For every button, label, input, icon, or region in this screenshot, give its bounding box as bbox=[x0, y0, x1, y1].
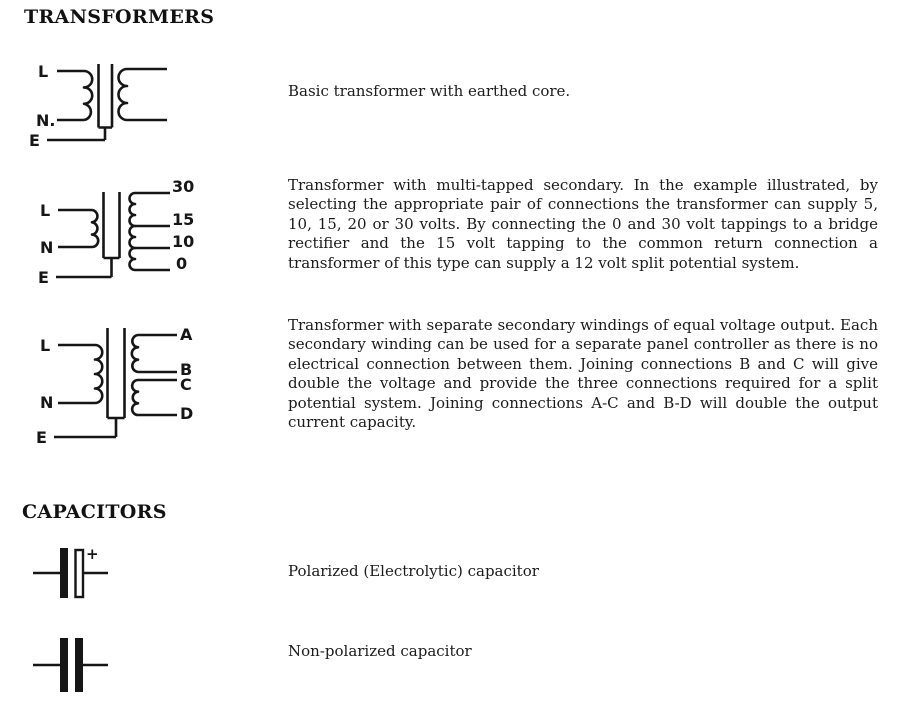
earth-terminal-label: E bbox=[38, 268, 49, 287]
basic-transformer-diagram bbox=[25, 55, 200, 155]
separate-windings-transformer-description: Transformer with separate secondary windings of equal voltage output. Each secondary winding can be used for a separate panel controller as there is no electrical connection between them. Joining connections B and C will give double the voltage and provide the three connections required for a split potential system. Joining connections A-C and B-D will double the output current capacity. bbox=[288, 316, 878, 432]
tap-lines bbox=[135, 193, 170, 270]
connection-label-c: C bbox=[180, 375, 192, 394]
multi-tapped-transformer-description: Transformer with multi-tapped secondary. In the example illustrated, by selecting the appropriate pair of connections the transformer can supply 5, 10, 15, 20 or 30 volts. By connecting the 0 and 30 volt tappings to a bridge rectifier and the 15 volt tapping to the common return connection a transformer of this type can supply a 12 volt split potential system. bbox=[288, 176, 878, 272]
neutral-terminal-label: N. bbox=[36, 111, 56, 130]
separate-windings-transformer-schematic-icon bbox=[30, 305, 210, 450]
core bbox=[99, 64, 113, 128]
polarized-capacitor-description: Polarized (Electrolytic) capacitor bbox=[288, 562, 539, 580]
core bbox=[104, 192, 120, 258]
non-polarized-capacitor-symbol-icon bbox=[25, 630, 135, 700]
connection-label-a: A bbox=[180, 325, 193, 344]
primary-winding bbox=[57, 71, 92, 120]
live-terminal-label: L bbox=[38, 62, 49, 81]
negative-plate bbox=[60, 548, 68, 598]
polarity-plus-sign: + bbox=[86, 545, 99, 563]
live-terminal-label: L bbox=[40, 201, 51, 220]
secondary-winding-cd bbox=[132, 380, 177, 415]
multi-tapped-transformer-schematic-icon bbox=[30, 165, 205, 290]
secondary-winding-ab bbox=[132, 335, 177, 372]
tap-label-15: 15 bbox=[172, 210, 195, 229]
core bbox=[108, 328, 125, 418]
earth-lead bbox=[54, 418, 116, 437]
multi-tapped-transformer-diagram bbox=[30, 165, 205, 290]
connection-label-d: D bbox=[180, 404, 194, 423]
tap-label-30: 30 bbox=[172, 177, 195, 196]
earth-terminal-label: E bbox=[29, 131, 40, 150]
earth-lead bbox=[47, 128, 105, 141]
capacitor-plate-left bbox=[60, 638, 68, 692]
tap-label-0: 0 bbox=[176, 254, 188, 273]
tap-label-10: 10 bbox=[172, 232, 195, 251]
positive-plate bbox=[76, 550, 84, 597]
primary-winding bbox=[58, 210, 98, 247]
basic-transformer-schematic-icon bbox=[25, 55, 200, 155]
earth-lead bbox=[56, 258, 112, 277]
basic-transformer-description: Basic transformer with earthed core. bbox=[288, 82, 571, 100]
polarized-capacitor-diagram bbox=[25, 540, 135, 605]
neutral-terminal-label: N bbox=[40, 393, 54, 412]
connection-label-b: B bbox=[180, 360, 193, 379]
primary-winding bbox=[58, 345, 102, 403]
neutral-terminal-label: N bbox=[40, 238, 54, 257]
capacitor-plate-right bbox=[75, 638, 83, 692]
secondary-winding bbox=[119, 69, 168, 120]
secondary-winding bbox=[130, 193, 136, 270]
polarized-capacitor-symbol-icon bbox=[25, 540, 135, 605]
capacitors-section-heading: CAPACITORS bbox=[22, 501, 167, 523]
non-polarized-capacitor-description: Non-polarized capacitor bbox=[288, 642, 472, 660]
transformers-section-heading: TRANSFORMERS bbox=[24, 6, 215, 28]
live-terminal-label: L bbox=[40, 336, 51, 355]
non-polarized-capacitor-diagram bbox=[25, 630, 135, 700]
separate-windings-transformer-diagram bbox=[30, 305, 210, 450]
earth-terminal-label: E bbox=[36, 428, 47, 447]
